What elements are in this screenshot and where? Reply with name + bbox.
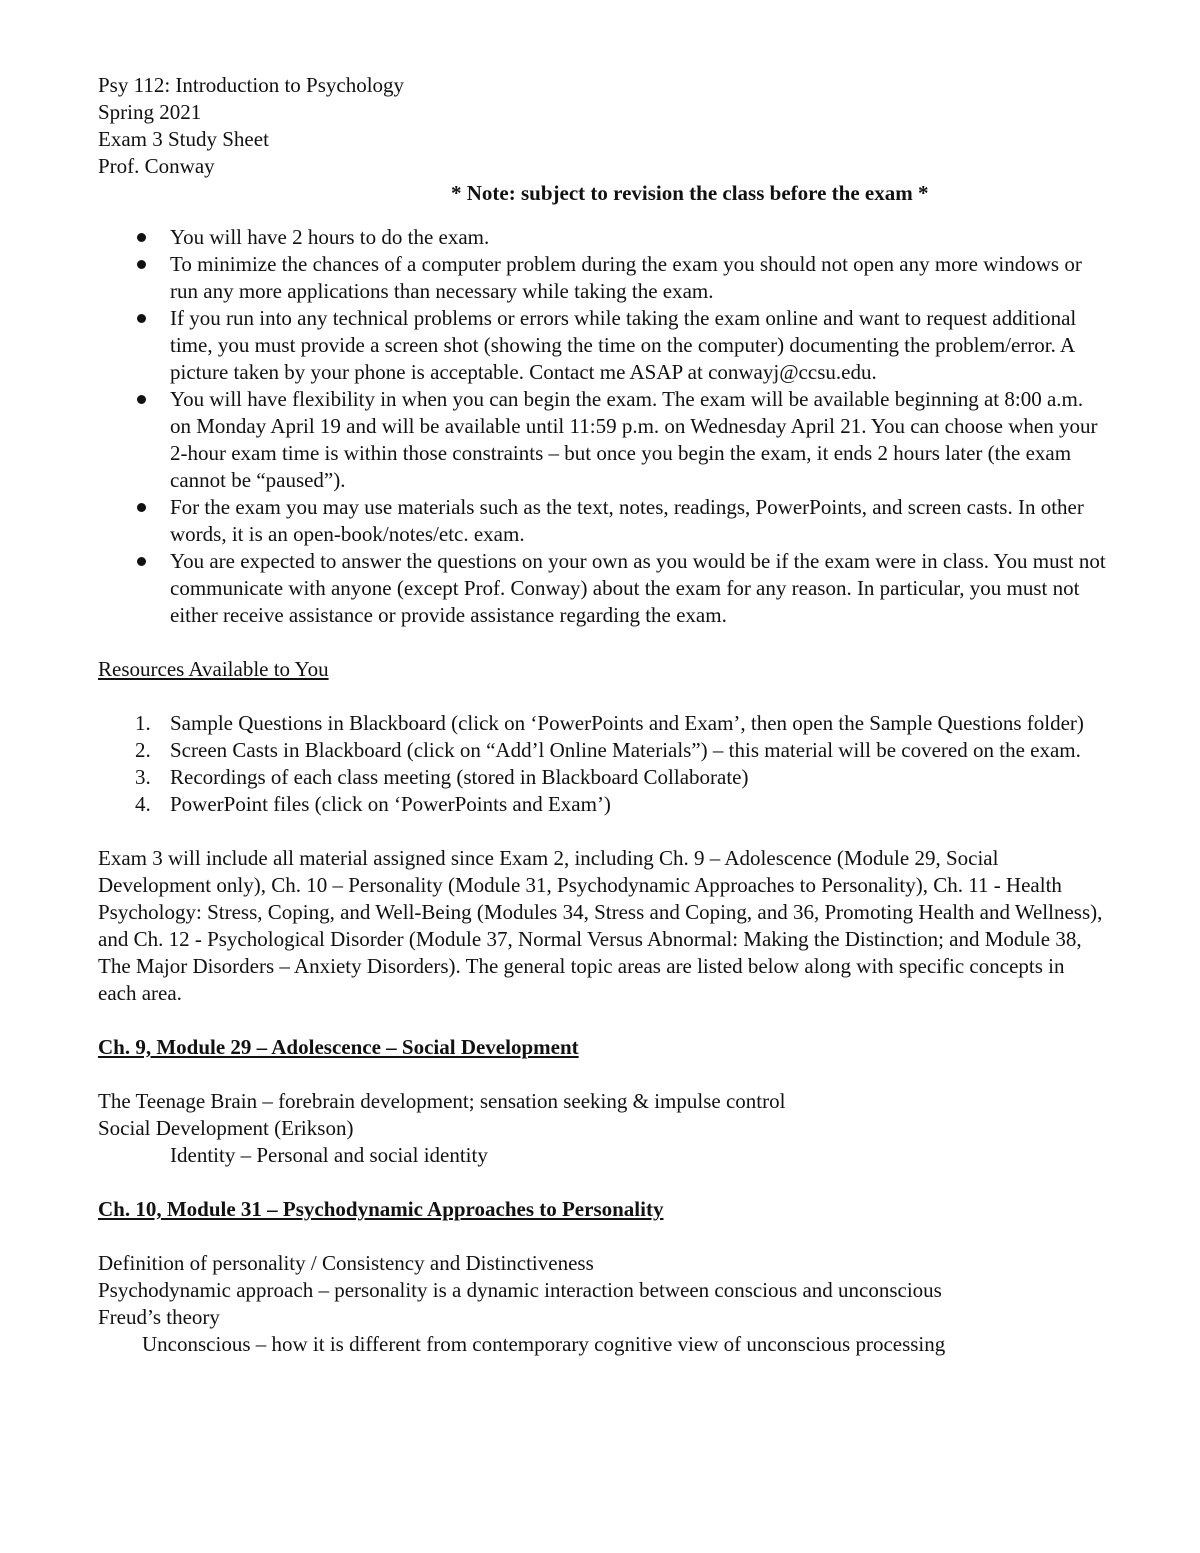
resources-list xyxy=(98,710,1108,818)
list-item xyxy=(98,737,1108,764)
document-title: Exam 3 Study Sheet xyxy=(98,127,269,151)
list-item-text: Sample Questions in Blackboard (click on ‘PowerPoints and Exam’, then open the Sample Questions folder) xyxy=(170,711,1084,735)
spacer xyxy=(98,1007,1108,1034)
list-item: For the exam you may use materials such as the text, notes, readings, PowerPoints, and screen casts. In other words, it is an open-book/notes/etc. exam. xyxy=(98,494,1108,548)
exam-overview-paragraph: Exam 3 will include all material assigned since Exam 2, including Ch. 9 – Adolescence (Module 29, Social Development only), Ch. 10 – Personality (Module 31, Psychodynamic Approaches to Personality), Ch. 11 - Health Psychology: Stress, Coping, and Well-Being (Modules 34, Stress and Coping, and 36, Promoting Health and Wellness), and Ch. 12 - Psychological Disorder (Module 37, Normal Versus Abnormal: Making the Distinction; and Module 38, The Major Disorders – Anxiety Disorders). The general topic areas are listed below along with specific concepts in each area. xyxy=(98,846,1103,1005)
list-number: 4. xyxy=(135,792,151,816)
professor-name: Prof. Conway xyxy=(98,154,215,178)
spacer xyxy=(98,683,1108,710)
list-item: You will have flexibility in when you can begin the exam. The exam will be available beginning at 8:00 a.m. on Monday April 19 and will be available until 11:59 p.m. on Wednesday April 21. You can choose when your 2-hour exam time is within those constraints – but once you begin the exam, it ends 2 hours later (the exam cannot be “paused”). xyxy=(98,386,1108,494)
spacer xyxy=(98,1169,1108,1196)
topic-line: Definition of personality / Consistency and Distinctiveness xyxy=(98,1251,594,1275)
list-item: You will have 2 hours to do the exam. xyxy=(98,224,1108,251)
list-item xyxy=(98,791,1108,818)
course-title: Psy 112: Introduction to Psychology xyxy=(98,73,405,97)
subtopic-line: Identity – Personal and social identity xyxy=(170,1143,488,1167)
topic-line: Psychodynamic approach – personality is a dynamic interaction between conscious and unconscious xyxy=(98,1278,942,1302)
spacer xyxy=(98,629,1108,656)
list-item-text: PowerPoint files (click on ‘PowerPoints and Exam’) xyxy=(170,792,611,816)
list-item: To minimize the chances of a computer problem during the exam you should not open any more windows or run any more applications than necessary while taking the exam. xyxy=(98,251,1108,305)
spacer xyxy=(98,818,1108,845)
list-number: 1. xyxy=(135,711,151,735)
document-page xyxy=(98,72,1108,1358)
list-number: 2. xyxy=(135,738,151,762)
spacer xyxy=(98,1061,1108,1088)
section-heading-ch10: Ch. 10, Module 31 – Psychodynamic Approaches to Personality xyxy=(98,1197,664,1221)
term: Spring 2021 xyxy=(98,100,202,124)
topic-line: Social Development (Erikson) xyxy=(98,1116,354,1140)
list-item xyxy=(98,710,1108,737)
section-heading-ch9: Ch. 9, Module 29 – Adolescence – Social Development xyxy=(98,1035,579,1059)
exam-rules-list xyxy=(98,224,1108,629)
list-item: If you run into any technical problems or errors while taking the exam online and want to request additional time, you must provide a screen shot (showing the time on the computer) documenting the problem/error. A picture taken by your phone is acceptable. Contact me ASAP at conwayj@ccsu.edu. xyxy=(98,305,1108,386)
spacer xyxy=(98,1223,1108,1250)
subtopic-line: Unconscious – how it is different from contemporary cognitive view of unconscious processing xyxy=(142,1332,946,1356)
revision-note: * Note: subject to revision the class before the exam * xyxy=(451,181,929,205)
topic-line: The Teenage Brain – forebrain development; sensation seeking & impulse control xyxy=(98,1089,786,1113)
list-item: You are expected to answer the questions on your own as you would be if the exam were in class. You must not communicate with anyone (except Prof. Conway) about the exam for any reason. In particular, you must not either receive assistance or provide assistance regarding the exam. xyxy=(98,548,1108,629)
resources-heading: Resources Available to You xyxy=(98,657,329,681)
topic-line: Freud’s theory xyxy=(98,1305,220,1329)
list-number: 3. xyxy=(135,765,151,789)
list-item xyxy=(98,764,1108,791)
list-item-text: Recordings of each class meeting (stored in Blackboard Collaborate) xyxy=(170,765,749,789)
list-item-text: Screen Casts in Blackboard (click on “Add’l Online Materials”) – this material will be covered on the exam. xyxy=(170,738,1081,762)
